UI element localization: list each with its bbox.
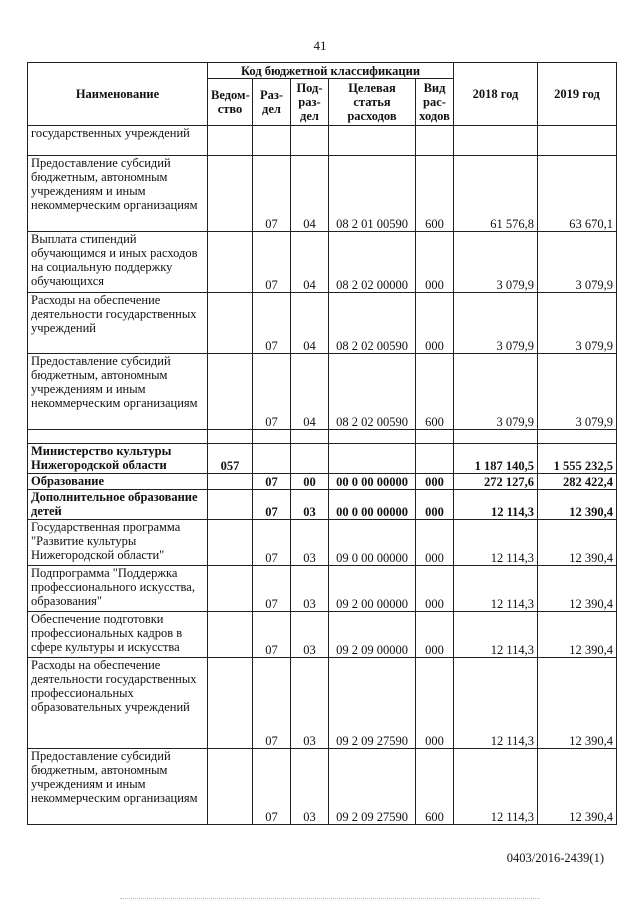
row-podrazdel: 00 (291, 474, 329, 490)
row-2018: 12 114,3 (454, 658, 538, 749)
row-vid: 000 (416, 474, 454, 490)
table-row (28, 430, 617, 444)
row-target (329, 430, 416, 444)
row-razdel: 07 (253, 156, 291, 232)
row-name: Расходы на обеспечение деятельности государственных учреждений (28, 293, 208, 354)
row-target (329, 444, 416, 474)
row-target: 09 2 00 00000 (329, 566, 416, 612)
table-body (28, 126, 617, 825)
row-vid: 000 (416, 520, 454, 566)
row-2018: 3 079,9 (454, 354, 538, 430)
row-podrazdel: 04 (291, 232, 329, 293)
row-target: 08 2 01 00590 (329, 156, 416, 232)
row-2019 (538, 430, 617, 444)
row-podrazdel (291, 126, 329, 156)
row-vid: 000 (416, 293, 454, 354)
row-target: 08 2 02 00590 (329, 354, 416, 430)
document-code: 0403/2016-2439(1) (506, 851, 604, 865)
row-podrazdel: 03 (291, 490, 329, 520)
table-row (28, 474, 617, 490)
row-2018 (454, 126, 538, 156)
row-podrazdel (291, 430, 329, 444)
header-2019: 2019 год (538, 63, 617, 126)
row-2019: 12 390,4 (538, 566, 617, 612)
row-razdel: 07 (253, 293, 291, 354)
row-vedomstvo: 057 (208, 444, 253, 474)
row-2018: 12 114,3 (454, 749, 538, 825)
row-target: 08 2 02 00000 (329, 232, 416, 293)
row-vedomstvo (208, 520, 253, 566)
row-razdel: 07 (253, 354, 291, 430)
row-2019: 12 390,4 (538, 520, 617, 566)
row-2019: 63 670,1 (538, 156, 617, 232)
table-row (28, 354, 617, 430)
row-razdel (253, 126, 291, 156)
row-vid: 000 (416, 232, 454, 293)
row-target: 09 0 00 00000 (329, 520, 416, 566)
table-row (28, 156, 617, 232)
row-2019: 3 079,9 (538, 232, 617, 293)
row-razdel: 07 (253, 612, 291, 658)
scan-artifact-line (120, 898, 540, 900)
row-name: Государственная программа "Развитие культуры Нижегородской области" (28, 520, 208, 566)
row-2018: 12 114,3 (454, 520, 538, 566)
row-vid: 000 (416, 566, 454, 612)
row-2018: 3 079,9 (454, 232, 538, 293)
row-podrazdel: 04 (291, 156, 329, 232)
row-vedomstvo (208, 474, 253, 490)
row-2018: 272 127,6 (454, 474, 538, 490)
row-target: 09 2 09 00000 (329, 612, 416, 658)
row-target: 09 2 09 27590 (329, 749, 416, 825)
row-vid: 600 (416, 749, 454, 825)
row-vid (416, 444, 454, 474)
row-vid: 000 (416, 658, 454, 749)
row-name: Предоставление субсидий бюджетным, автономным учреждениям и иным некоммерческим организациям (28, 354, 208, 430)
row-vid: 000 (416, 612, 454, 658)
row-target: 00 0 00 00000 (329, 474, 416, 490)
row-razdel (253, 444, 291, 474)
row-2019: 3 079,9 (538, 354, 617, 430)
row-vedomstvo (208, 430, 253, 444)
row-2019 (538, 126, 617, 156)
row-2018: 61 576,8 (454, 156, 538, 232)
row-2018: 3 079,9 (454, 293, 538, 354)
row-podrazdel: 03 (291, 612, 329, 658)
header-razdel: Раз- дел (253, 79, 291, 126)
row-razdel: 07 (253, 658, 291, 749)
header-kbk-group: Код бюджетной классификации (208, 63, 454, 79)
row-name: Дополнительное образование детей (28, 490, 208, 520)
row-vedomstvo (208, 232, 253, 293)
row-target: 00 0 00 00000 (329, 490, 416, 520)
header-vedomstvo: Ведом- ство (208, 79, 253, 126)
row-2019: 282 422,4 (538, 474, 617, 490)
table-row (28, 749, 617, 825)
row-podrazdel: 04 (291, 354, 329, 430)
row-vedomstvo (208, 126, 253, 156)
row-vedomstvo (208, 490, 253, 520)
table-row (28, 520, 617, 566)
table-row (28, 444, 617, 474)
header-target: Целевая статья расходов (329, 79, 416, 126)
row-target: 09 2 09 27590 (329, 658, 416, 749)
row-2019: 12 390,4 (538, 490, 617, 520)
row-2018: 12 114,3 (454, 566, 538, 612)
row-vedomstvo (208, 566, 253, 612)
row-vid (416, 430, 454, 444)
row-vedomstvo (208, 612, 253, 658)
row-name (28, 430, 208, 444)
table-row (28, 126, 617, 156)
row-vid (416, 126, 454, 156)
row-target (329, 126, 416, 156)
row-razdel (253, 430, 291, 444)
row-2018 (454, 430, 538, 444)
row-razdel: 07 (253, 749, 291, 825)
row-2019: 12 390,4 (538, 612, 617, 658)
budget-table (27, 62, 617, 825)
row-name: государственных учреждений (28, 126, 208, 156)
row-2018: 12 114,3 (454, 612, 538, 658)
row-vid: 600 (416, 354, 454, 430)
page-number: 41 (313, 38, 327, 53)
header-2018: 2018 год (454, 63, 538, 126)
row-name: Подпрограмма "Поддержка профессионального искусства, образования" (28, 566, 208, 612)
table-row (28, 658, 617, 749)
row-podrazdel (291, 444, 329, 474)
row-podrazdel: 03 (291, 520, 329, 566)
row-podrazdel: 04 (291, 293, 329, 354)
row-razdel: 07 (253, 490, 291, 520)
row-name: Предоставление субсидий бюджетным, автономным учреждениям и иным некоммерческим организациям (28, 749, 208, 825)
row-vedomstvo (208, 156, 253, 232)
row-podrazdel: 03 (291, 566, 329, 612)
row-2019: 12 390,4 (538, 658, 617, 749)
table-row (28, 232, 617, 293)
row-razdel: 07 (253, 566, 291, 612)
row-razdel: 07 (253, 474, 291, 490)
row-razdel: 07 (253, 232, 291, 293)
row-2018: 12 114,3 (454, 490, 538, 520)
row-2019: 12 390,4 (538, 749, 617, 825)
row-podrazdel: 03 (291, 658, 329, 749)
table-row (28, 566, 617, 612)
row-2018: 1 187 140,5 (454, 444, 538, 474)
row-name: Образование (28, 474, 208, 490)
row-vedomstvo (208, 658, 253, 749)
row-2019: 1 555 232,5 (538, 444, 617, 474)
header-podrazdel: Под- раз- дел (291, 79, 329, 126)
header-name: Наименование (28, 63, 208, 126)
row-razdel: 07 (253, 520, 291, 566)
header-vid: Вид рас- ходов (416, 79, 454, 126)
table-row (28, 612, 617, 658)
row-name: Выплата стипендий обучающимся и иных расходов на социальную поддержку обучающихся (28, 232, 208, 293)
row-name: Предоставление субсидий бюджетным, автономным учреждениям и иным некоммерческим организациям (28, 156, 208, 232)
row-target: 08 2 02 00590 (329, 293, 416, 354)
row-2019: 3 079,9 (538, 293, 617, 354)
table-row (28, 490, 617, 520)
row-vid: 000 (416, 490, 454, 520)
row-name: Расходы на обеспечение деятельности государственных профессиональных образовательных учреждений (28, 658, 208, 749)
row-vedomstvo (208, 293, 253, 354)
row-vid: 600 (416, 156, 454, 232)
row-vedomstvo (208, 749, 253, 825)
row-name: Министерство культуры Нижегородской области (28, 444, 208, 474)
row-podrazdel: 03 (291, 749, 329, 825)
table-row (28, 293, 617, 354)
row-vedomstvo (208, 354, 253, 430)
row-name: Обеспечение подготовки профессиональных кадров в сфере культуры и искусства (28, 612, 208, 658)
